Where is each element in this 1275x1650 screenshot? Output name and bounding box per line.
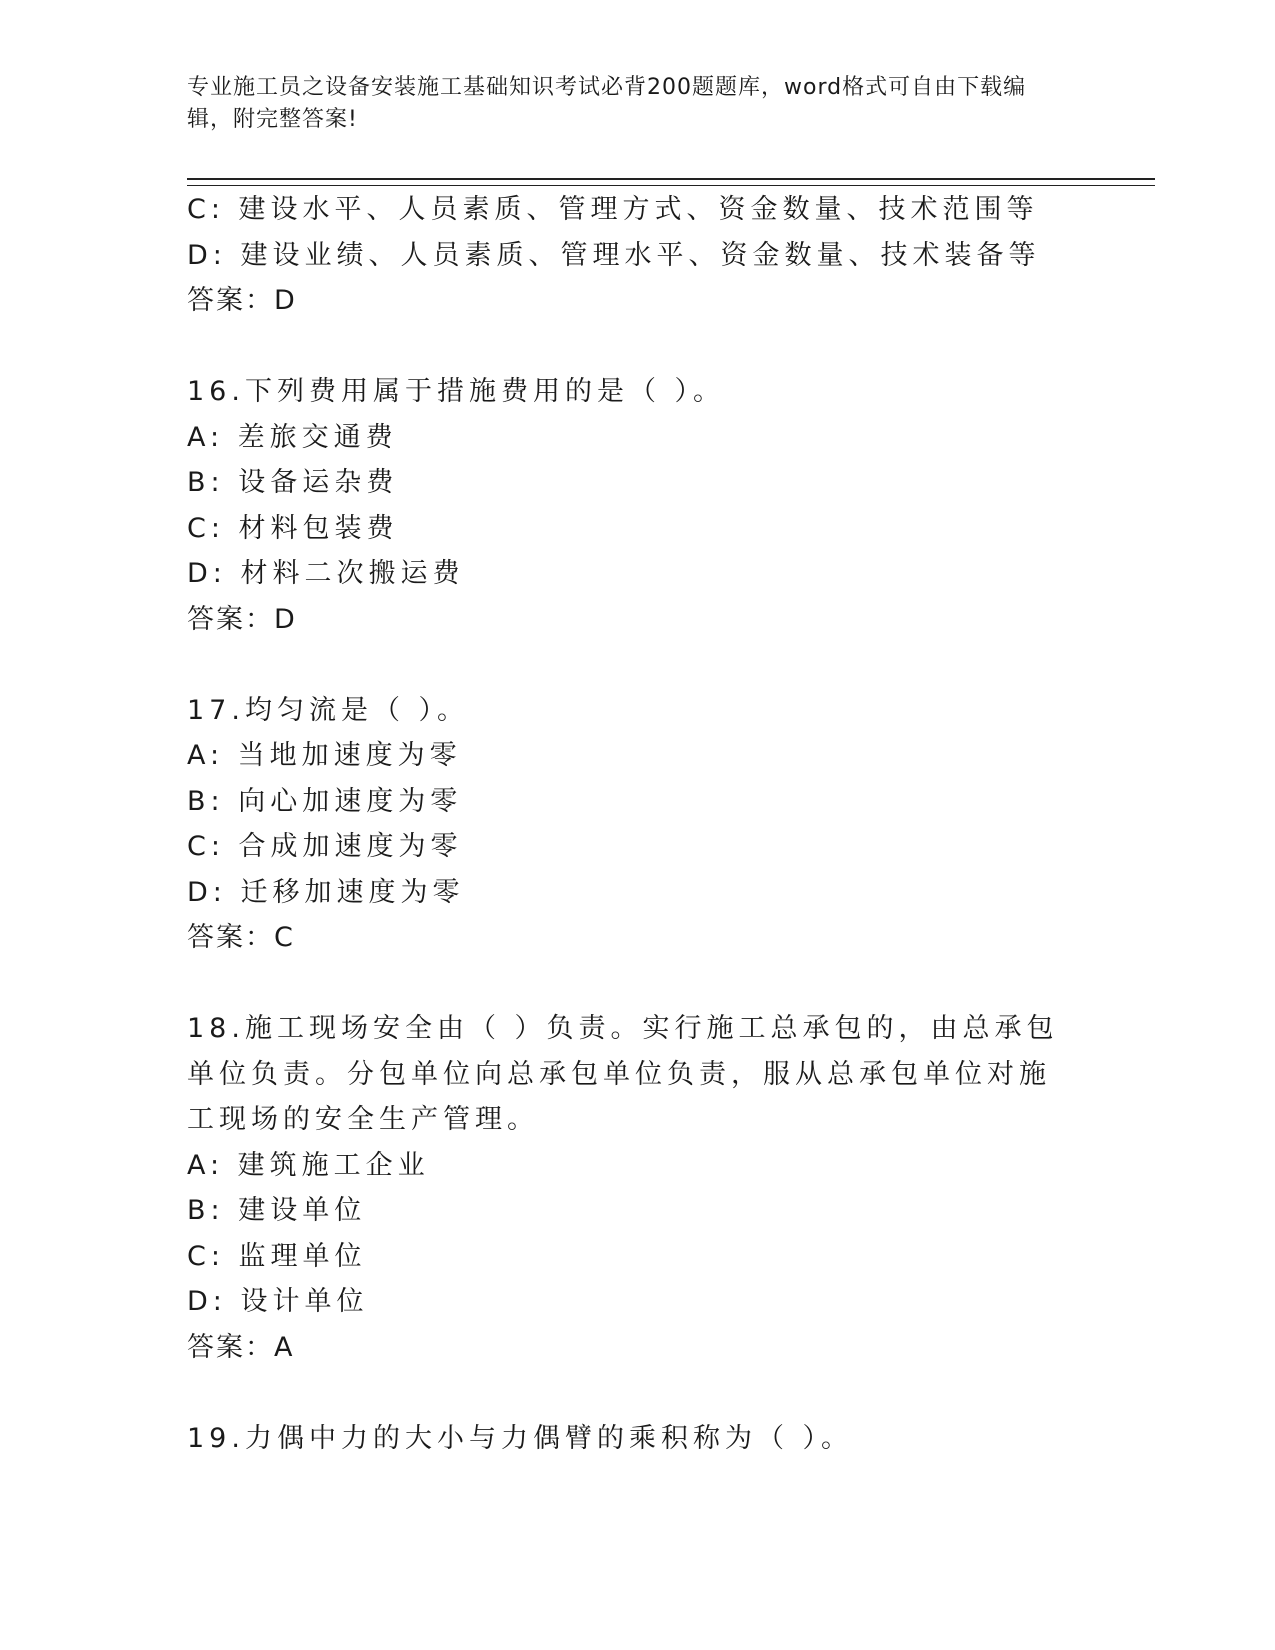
answer-value: A xyxy=(274,1331,293,1363)
question-stem: 17.均匀流是（ ）。 xyxy=(187,694,470,726)
option-c: C: 监理单位 xyxy=(187,1240,367,1272)
question-19 xyxy=(187,1416,1067,1462)
option-d: D: 迁移加速度为零 xyxy=(187,876,465,908)
option-c: C: 建设水平、人员素质、管理方式、资金数量、技术范围等 xyxy=(187,194,1039,225)
option-d: D: 建设业绩、人员素质、管理水平、资金数量、技术装备等 xyxy=(187,239,1041,271)
document-title: 专业施工员之设备安装施工基础知识考试必背200题题库，word格式可自由下载编辑，附完整答案! xyxy=(187,75,1027,132)
page-header xyxy=(187,72,1067,136)
answer-label: 答案： xyxy=(187,603,274,635)
answer-label: 答案： xyxy=(187,922,274,953)
option-c: C: 材料包装费 xyxy=(187,512,399,544)
answer-line xyxy=(187,278,1067,324)
question-17 xyxy=(187,688,1067,961)
spacer xyxy=(187,1370,1067,1416)
option-a: A: 当地加速度为零 xyxy=(187,740,462,771)
spacer xyxy=(187,642,1067,688)
question-stem: 16.下列费用属于措施费用的是（ ）。 xyxy=(187,376,726,407)
answer-line xyxy=(187,915,1067,961)
question-16 xyxy=(187,369,1067,642)
question-stem: 19.力偶中力的大小与力偶臂的乘积称为（ ）。 xyxy=(187,1422,854,1454)
option-c: C: 合成加速度为零 xyxy=(187,831,463,862)
answer-value: D xyxy=(274,603,295,635)
question-list xyxy=(187,187,1067,1461)
question-18 xyxy=(187,1006,1067,1370)
question-15-tail xyxy=(187,187,1067,324)
question-stem: 18.施工现场安全由（ ）负责。实行施工总承包的，由总承包单位负责。分包单位向总承包单位负责，服从总承包单位对施工现场的安全生产管理。 xyxy=(187,1013,1059,1135)
option-b: B: 向心加速度为零 xyxy=(187,785,463,817)
answer-label: 答案： xyxy=(187,285,274,316)
spacer xyxy=(187,324,1067,370)
answer-value: D xyxy=(274,285,295,316)
option-d: D: 设计单位 xyxy=(187,1286,369,1317)
header-divider xyxy=(187,178,1155,186)
option-b: B: 设备运杂费 xyxy=(187,467,399,498)
option-a: A: 差旅交通费 xyxy=(187,421,398,453)
option-d: D: 材料二次搬运费 xyxy=(187,558,465,589)
answer-label: 答案： xyxy=(187,1331,274,1363)
answer-line xyxy=(187,1325,1067,1371)
answer-value: C xyxy=(274,922,293,953)
option-b: B: 建设单位 xyxy=(187,1195,367,1226)
spacer xyxy=(187,961,1067,1007)
option-a: A: 建筑施工企业 xyxy=(187,1149,430,1181)
answer-line xyxy=(187,597,1067,643)
